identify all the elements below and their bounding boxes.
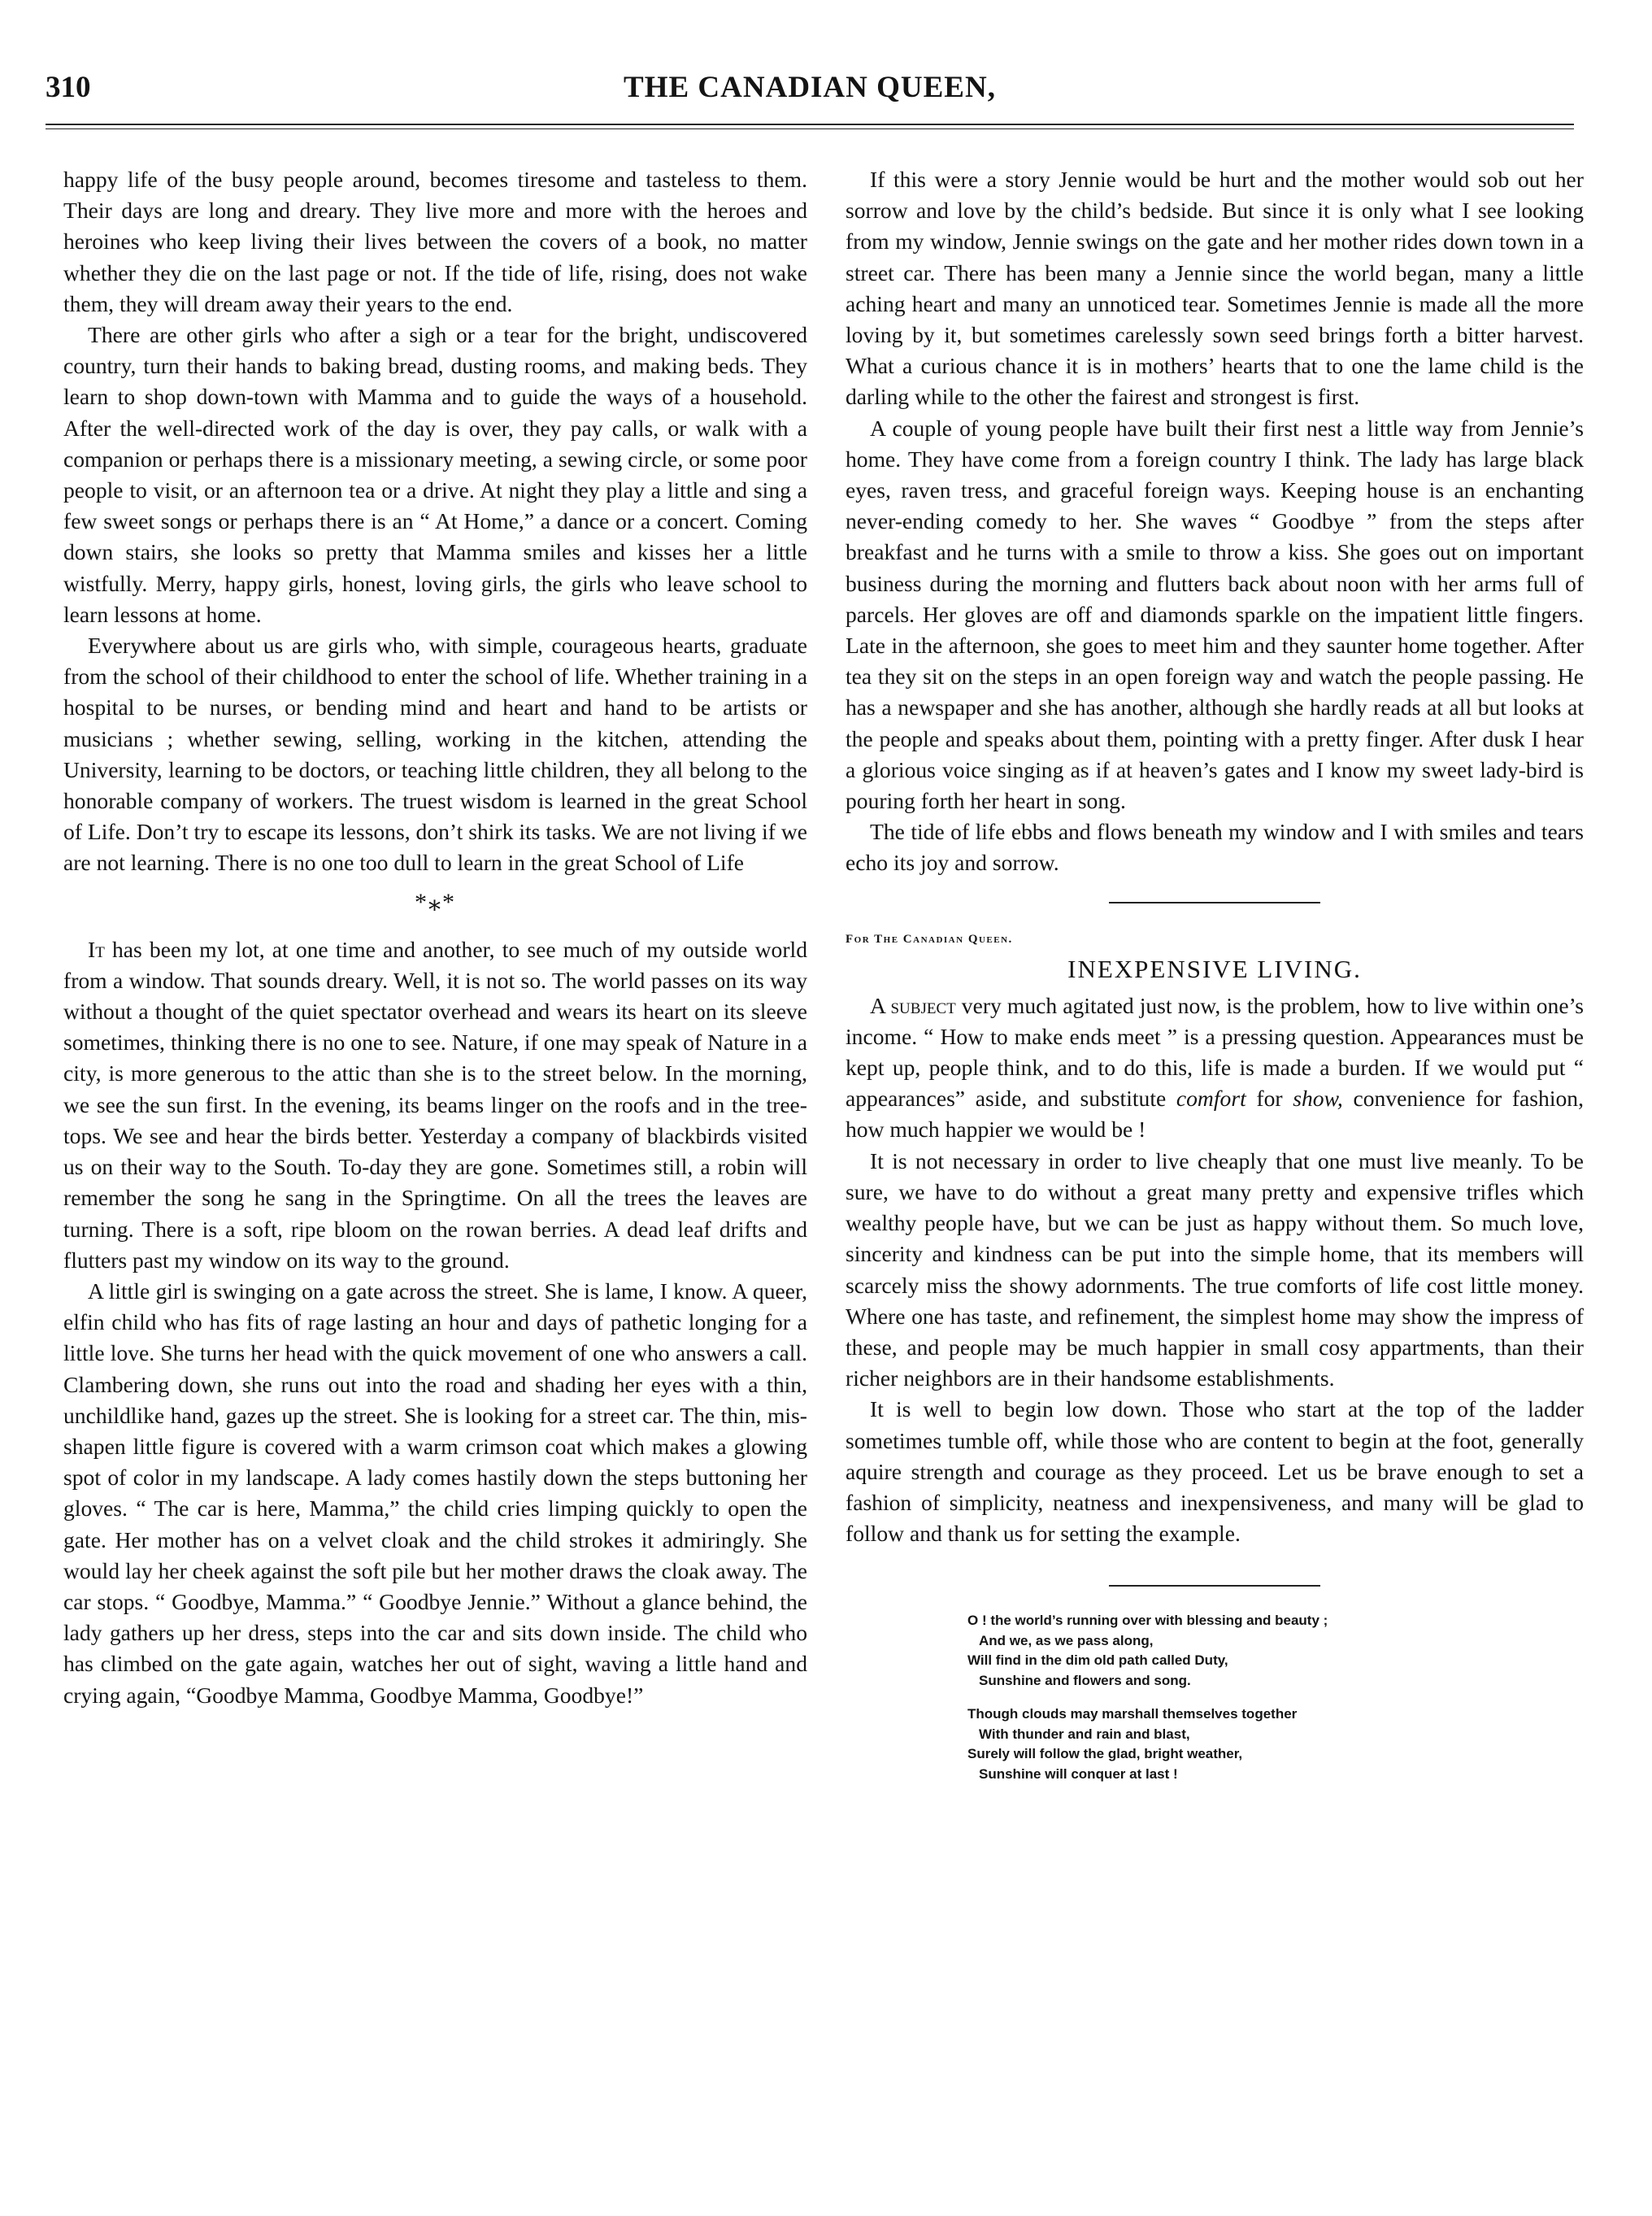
section-divider [1109,1585,1320,1587]
article-title: INEXPENSIVE LIVING. [1067,954,1362,983]
paragraph: happy life of the busy people around, becomes tiresome and tasteless to them. Their days are long and dreary. They live more and more with the heroes and heroines who keep living their lives between the covers of a book, no matter whether they die on the last page or not. If the tide of life, rising, does not wake them, they will dream away their years to the end. [63,167,807,316]
drop-lead: A subject [870,992,956,1018]
paragraph: There are other girls who after a sigh or a tear for the bright, undiscovered country, turn their hands to baking bread, dusting rooms, and making beds. They learn to shop down-town with Mamma and to guide the ways of a household. After the well-directed work of the day is over, they pay calls, or walk with a companion or perhaps there is a missionary meeting, a sewing circle, or some poor people to visit, or an afternoon tea or a drive. At night they play a little and sing a few sweet songs or perhaps there is an “ At Home,” a dance or a concert. Coming down stairs, she looks so pretty that Mamma smiles and kisses her a little wistfully. Merry, happy girls, honest, loving girls, the girls who leave school to learn lessons at home. [63,322,807,627]
paragraph-text: has been my lot, at one time and another, to see much of my outside world from a window. That sounds dreary. Well, it is not so. The world passes on its way without a thought of the quiet spectator overhead and wears its heart on its sleeve sometimes, thinking there is no one to see. Nature, if one may speak of Nature in a city, is more generous to the attic than she is to the street below. In the morning, we see the sun first. In the evening, its beams linger on the roofs and in the tree-tops. We see and hear the birds better. Yesterday a company of blackbirds visited us on their way to the South. To-day they are gone. Sometimes still, a robin will remember the song he sang in the Springtime. On all the trees the leaves are turning. There is a soft, ripe bloom on the rowan berries. A dead leaf drifts and flutters past my window on its way to the ground. [63,936,807,1273]
poem-line: O ! the world’s running over with blessing and beauty ; [967,1613,1328,1629]
poem-line: Will find in the dim old path called Duty, [967,1652,1228,1669]
drop-lead: It [88,936,105,962]
poem-line: Sunshine and flowers and song. [979,1672,1191,1688]
running-title: THE CANADIAN QUEEN, [624,71,996,104]
paragraph: A subject very much agitated just now, is the problem, how to live within one’s income. “ How to make ends meet ” is a pressing question. Appearances must be kept up, people think, and to do this, life is made a burden. If we would put “ appearances” aside, and substitute comfort for show, convenience for fashion, how much happier we would be ! [846,992,1584,1143]
page-number: 310 [46,71,91,104]
paragraph [63,934,807,1276]
poem-line: With thunder and rain and blast, [979,1726,1190,1742]
page-header [46,70,1574,119]
left-column [63,164,807,1711]
paragraph: A couple of young people have built their first nest a little way from Jennie’s home. They have come from a foreign country I think. The lady has large black eyes, raven tress, and graceful foreign ways. Keeping house is an enchanting never-ending comedy to her. She waves “ Goodbye ” from the steps after breakfast and he turns with a smile to throw a kiss. She goes out on important business during the morning and flutters back about noon with her arms full of parcels. Her gloves are off and diamonds sparkle on the impatient little fingers. Late in the afternoon, she goes to meet him and they saunter home together. After tea they sit on the steps in an open foreign way and watch the people passing. He has a newspaper and she has another, although she hardly reads at all but looks at the people and speaks about them, pointing with a pretty finger. After dusk I hear a glorious voice singing as if at heaven’s gates and I know my sweet lady-bird is pouring forth her heart in song. [846,415,1584,814]
paragraph: It is well to begin low down. Those who start at the top of the ladder sometimes tumble off, while those who are content to begin at the foot, generally aquire strength and courage as they proceed. Let us be brave enough to set a fashion of simplicity, neatness and inexpensiveness, and many will be glad to follow and thank us for setting the example. [846,1396,1584,1547]
paragraph: If this were a story Jennie would be hurt and the mother would sob out her sorrow and love by the child’s bedside. But since it is only what I see looking from my window, Jennie swings on the gate and her mother rides down town in a street car. There has been many a Jennie since the world began, many a little aching heart and many an unnoticed tear. Sometimes Jennie is made all the more loving by it, but sometimes carelessly sown seed brings forth a bitter harvest. What a curious chance it is in mothers’ hearts that to one the lame child is the darling while to the other the fairest and strongest is first. [846,167,1584,410]
poem [967,1611,1584,1784]
header-rule [46,124,1574,129]
paragraph: A little girl is swinging on a gate across the street. She is lame, I know. A queer, elfin child who has fits of rage lasting an hour and days of pathetic longing for a little love. She turns her head with the quick movement of one who answers a call. Clambering down, she runs out into the road and shading her eyes with a thin, unchildlike hand, gazes up the street. She is looking for a street car. The thin, mis-shapen little figure is covered with a warm crimson coat which makes a glowing spot of color in my landscape. A lady comes hastily down the steps buttoning her gloves. “ The car is here, Mamma,” the child cries limping quickly to open the gate. Her mother has on a velvet cloak and the child strokes it admiringly. She would lay her cheek against the soft pile but her mother draws the cloak away. The car stops. “ Goodbye, Mamma.” “ Goodbye Jennie.” Without a glance behind, the lady gathers up her dress, steps into the car and sits down inside. The child who has climbed on the gate again, watches her out of sight, waving a little hand and crying again, “Goodbye Mamma, Goodbye Mamma, Goodbye!” [63,1278,807,1708]
paragraph: It is not necessary in order to live cheaply that one must live meanly. To be sure, we have to do without a great many pretty and expensive trifles which wealthy people have, but we can be just as happy without them. So much love, sincerity and kindness can be put into the simple home, that its members will scarcely miss the showy adornments. The true comforts of life cost little money. Where one has taste, and refinement, the simplest home may show the impress of these, and people may be much happier in small cosy appartments, than their richer neighbors are in their handsome establishments. [846,1147,1584,1391]
section-asterism: *⁎* [415,888,456,916]
section-divider [1109,902,1320,903]
paragraph: The tide of life ebbs and flows beneath my window and I with smiles and tears echo its joy and sorrow. [846,819,1584,876]
byline-label: For The Canadian Queen. [846,932,1013,946]
paragraph: Everywhere about us are girls who, with simple, courageous hearts, graduate from the school of their childhood to enter the school of life. Whether training in a hospital to be nurses, or bending mind and heart and hand to be artists or musicians ; whether sewing, selling, working in the kitchen, attending the University, learning to be doctors, or teaching little children, they all belong to the honorable company of workers. The truest wisdom is learned in the great School of Life. Don’t try to escape its lessons, don’t shirk its tasks. We are not living if we are not learning. There is no one too dull to learn in the great School of Life [63,633,807,876]
poem-line: Sunshine will conquer at last ! [979,1765,1178,1782]
right-column [846,164,1584,1784]
stanza-gap [967,1691,1584,1704]
poem-line: And we, as we pass along, [979,1632,1154,1648]
poem-line: Surely will follow the glad, bright weather, [967,1746,1243,1762]
poem-line: Though clouds may marshall themselves together [967,1706,1298,1722]
